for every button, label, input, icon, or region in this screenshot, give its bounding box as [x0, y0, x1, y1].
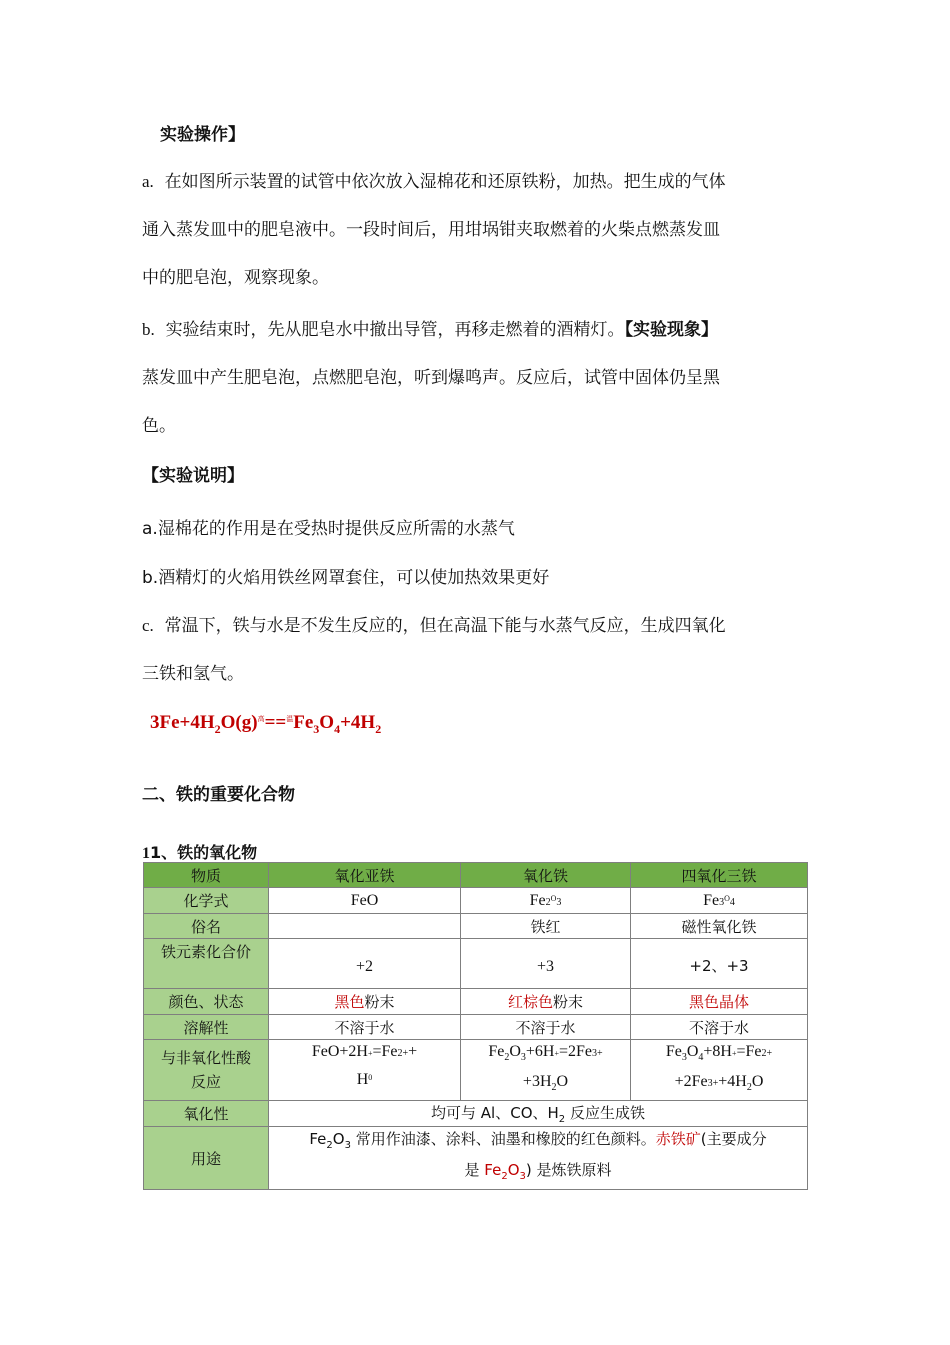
cell-fe3o4-acid: $Fe_3O_4+8H+=Fe2+$ $+2Fe3++4H_2O$	[631, 1040, 808, 1101]
explanation-c-paragraph	[142, 602, 807, 698]
cell-feo-acid: FeO+2H+=Fe2++ $H^0$	[269, 1040, 461, 1101]
operation-a-line1: 在如图所示装置的试管中依次放入湿棉花和还原铁粉，加热。把生成的气体	[164, 172, 726, 192]
cell-feo-solubility: 不溶于水	[269, 1015, 461, 1040]
cell-fe3o4-valence: +2、+3	[631, 939, 808, 989]
operation-a-paragraph	[142, 158, 807, 302]
operation-b-paragraph	[142, 306, 807, 450]
operation-heading: 实验操作】	[160, 125, 245, 145]
compounds-heading: 二、铁的重要化合物	[142, 785, 295, 805]
item-a-prefix: a.	[142, 172, 154, 191]
cell-feo-formula: FeO	[269, 888, 461, 914]
table-row-valence	[144, 939, 808, 989]
cell-fe3o4-solubility: 不溶于水	[631, 1015, 808, 1040]
cell-fe2o3-valence: +3	[461, 939, 631, 989]
cell-fe3o4-name: 磁性氧化铁	[631, 914, 808, 939]
operation-a-line2: 通入蒸发皿中的肥皂液中。一段时间后，用坩埚钳夹取燃着的火柴点燃蒸发皿	[142, 220, 720, 240]
row-label: 与非氧化性酸 反应	[144, 1040, 269, 1101]
phenomenon-line2: 色。	[142, 416, 176, 436]
cell-fe2o3-formula: $Fe2^O3$	[461, 888, 631, 914]
row-label: 溶解性	[144, 1015, 269, 1040]
cell-feo-valence: +2	[269, 939, 461, 989]
operation-a-line3: 中的肥皂泡，观察现象。	[142, 268, 329, 288]
header-feo: 氧化亚铁	[269, 863, 461, 888]
explanation-b: b.酒精灯的火焰用铁丝网罩套住，可以使加热效果更好	[142, 568, 550, 588]
cell-fe3o4-color: 黑色晶体	[631, 989, 808, 1015]
reaction-equation: $3Fe+4H_2O(g)^高==^温Fe_3O_4+4H_2$	[150, 712, 382, 736]
cell-fe2o3-name: 铁红	[461, 914, 631, 939]
explanation-heading: 【实验说明】	[142, 466, 244, 486]
cell-feo-color: 黑色粉末	[269, 989, 461, 1015]
row-label: 氧化性	[144, 1101, 269, 1127]
table-row-solubility	[144, 1015, 808, 1040]
table-header-row	[144, 863, 808, 888]
header-substance: 物质	[144, 863, 269, 888]
table-row-use	[144, 1127, 808, 1190]
row-label: 铁元素化合价	[144, 939, 269, 989]
row-label: 化学式	[144, 888, 269, 914]
header-fe2o3: 氧化铁	[461, 863, 631, 888]
operation-b-text: 实验结束时，先从肥皂水中撤出导管，再移走燃着的酒精灯。	[165, 320, 625, 340]
cell-use: $Fe_2O_3$ 常用作油漆、涂料、油墨和橡胶的红色颜料。赤铁矿(主要成分 是 $Fe_2O_3$) 是炼铁原料	[269, 1127, 808, 1190]
cell-fe3o4-formula: $Fe3^O4$	[631, 888, 808, 914]
explanation-a: a.湿棉花的作用是在受热时提供反应所需的水蒸气	[142, 519, 515, 539]
row-label: 颜色、状态	[144, 989, 269, 1015]
row-label: 俗名	[144, 914, 269, 939]
item-b-prefix: b.	[142, 320, 155, 339]
oxides-subheading: 11、铁的氧化物	[142, 843, 258, 862]
header-fe3o4: 四氧化三铁	[631, 863, 808, 888]
iron-oxides-table	[143, 862, 808, 1190]
phenomenon-heading: 【实验现象】	[624, 320, 719, 340]
cell-fe2o3-acid: $Fe_2O_3+6H+=2Fe3+$ $+3H_2O$	[461, 1040, 631, 1101]
item-c-prefix: c.	[142, 616, 154, 635]
cell-feo-name	[269, 914, 461, 939]
table-row-acid-reaction	[144, 1040, 808, 1101]
cell-fe2o3-color: 红棕色粉末	[461, 989, 631, 1015]
table-row-common-name	[144, 914, 808, 939]
table-row-oxidation	[144, 1101, 808, 1127]
phenomenon-line1: 蒸发皿中产生肥皂泡，点燃肥皂泡，听到爆鸣声。反应后，试管中固体仍呈黑	[142, 368, 720, 388]
cell-oxidation: 均可与 Al、CO、$H_2$ 反应生成铁	[269, 1101, 808, 1127]
cell-fe2o3-solubility: 不溶于水	[461, 1015, 631, 1040]
explanation-c-line1: 常温下，铁与水是不发生反应的，但在高温下能与水蒸气反应，生成四氧化	[164, 616, 726, 636]
table-row-formula	[144, 888, 808, 914]
explanation-c-line2: 三铁和氢气。	[142, 664, 244, 684]
table-row-color	[144, 989, 808, 1015]
row-label: 用途	[144, 1127, 269, 1190]
